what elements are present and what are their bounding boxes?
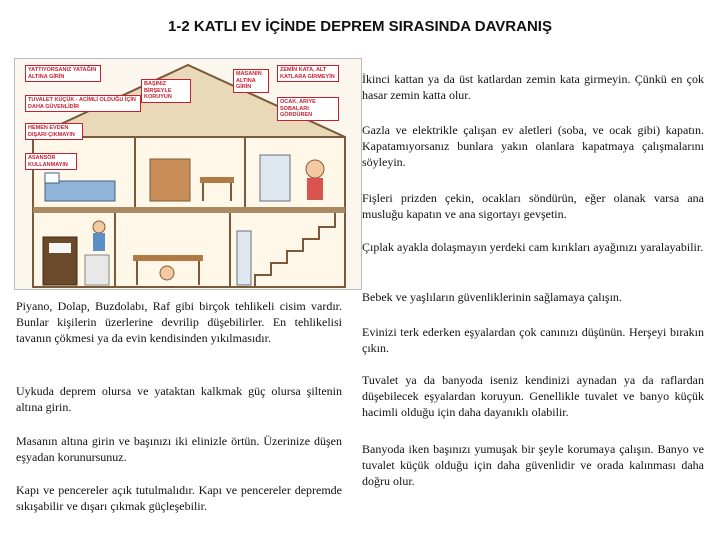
paragraph: Piyano, Dolap, Buzdolabı, Raf gibi birçok tehlikeli cisim vardır. Bunlar kişilerin üzerlerine devrilip düşebilirler. En tehlikelisi tavanın çökmesi ya da evin kendisinden yıkılmasıdır.: [16, 299, 342, 345]
illustration-label: OCAK, ARIYE SOBALARI GÖRDÜREN: [277, 97, 339, 121]
illustration-label: MASANIN ALTINA GİRİN: [233, 69, 269, 93]
paragraph: Bebek ve yaşlıların güvenliklerinin sağlamaya çalışın.: [362, 290, 622, 304]
paragraph: İkinci kattan ya da üst katlardan zemin kata girmeyin. Çünkü en çok hasar zemin katta olur.: [362, 72, 704, 102]
illustration-label: YATTIYORSANIZ YATAĞIN ALTINA GİRİN: [25, 65, 101, 82]
illustration-label: HEMEN EVDEN DIŞARI ÇIKMAYIN: [25, 123, 83, 140]
page-title: 1-2 KATLI EV İÇİNDE DEPREM SIRASINDA DAVRANIŞ: [168, 18, 552, 35]
paragraph: Çıplak ayakla dolaşmayın yerdeki cam kırıkları ayağınızı yaralayabilir.: [362, 240, 704, 254]
paragraph: Fişleri prizden çekin, ocakları söndürün, eğer olanak varsa ana musluğu kapatın ve ana sigortayı gevşetin.: [362, 191, 704, 221]
illustration-label: TUVALET KÜÇÜK - ACİMLİ OLDUĞU İÇİN DAHA GÜVENLİDİR: [25, 95, 141, 112]
illustration-label: BAŞINIZ BİRŞEYLE KORUYUN: [141, 79, 191, 103]
paragraph: Gazla ve elektrikle çalışan ev aletleri (soba, ve ocak gibi) kapatın. Kapatamıyorsanız bunlara yakın olanlara kapatmaya çalışmalarını söyleyin.: [362, 123, 704, 169]
paragraph: Evinizi terk ederken eşyalardan çok canınızı düşünün. Herşeyi bırakın çıkın.: [362, 325, 704, 355]
illustration-label: ZEMİN KATA, ALT KATLARA GİRMEYİN: [277, 65, 339, 82]
paragraph: Masanın altına girin ve başınızı iki elinizle örtün. Üzerinize düşen eşyadan korunursunuz.: [16, 434, 342, 464]
paragraph: Uykuda deprem olursa ve yataktan kalkmak güç olursa şiltenin altına girin.: [16, 384, 342, 414]
house-illustration: [14, 58, 362, 290]
paragraph: Tuvalet ya da banyoda iseniz kendinizi aynadan ya da raflardan düşebilecek eşyalardan koruyun. Genellikle tuvalet ve banyo küçük hacimli olduğu için daha dayanıklı olabilir.: [362, 373, 704, 419]
paragraph: Kapı ve pencereler açık tutulmalıdır. Kapı ve pencereler depremde sıkışabilir ve dışarı çıkmak güçleşebilir.: [16, 483, 342, 513]
paragraph: Banyoda iken başınızı yumuşak bir şeyle korumaya çalışın. Banyo ve tuvalet küçük olduğu için daha güvenlidir ve orada kalınması daha doğru olur.: [362, 442, 704, 488]
illustration-label: ASANSÖR KULLANMAYIN: [25, 153, 77, 170]
